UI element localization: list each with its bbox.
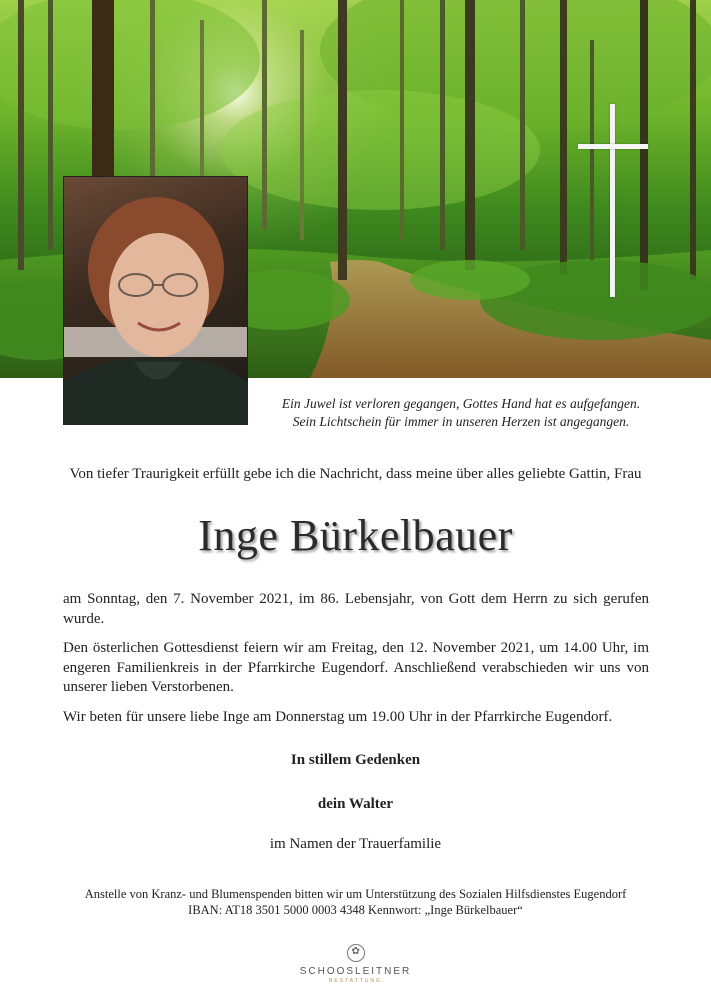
donation-notice [40, 886, 671, 918]
funeral-service-paragraph: Den österlichen Gottesdienst feiern wir am Freitag, den 12. November 2021, um 14.00 Uhr, im engeren Familienkreis in der Pfarrkirche Eugendorf. Anschließend verabschieden wir uns von unserer lieben Verstorbenen. [63, 640, 649, 695]
closing-remembrance: In stillem Gedenken [290, 752, 421, 768]
closing-family: im Namen der Trauerfamilie [269, 836, 442, 852]
funeral-home-logo [0, 944, 711, 984]
donation-notice-iban: IBAN: AT18 3501 5000 0003 4348 Kennwort: „Inge Bürkelbauer“ [188, 903, 523, 917]
memorial-quote [256, 395, 666, 431]
prayer-paragraph: Wir beten für unsere liebe Inge am Donnerstag um 19.00 Uhr in der Pfarrkirche Eugendorf. [63, 709, 613, 725]
announcement-intro: Von tiefer Traurigkeit erfüllt gebe ich die Nachricht, dass meine über alles geliebte Gattin, Frau [69, 466, 642, 482]
portrait-illustration [64, 177, 247, 424]
quote-line-1: Ein Juwel ist verloren gegangen, Gottes Hand hat es aufgefangen. [281, 396, 641, 411]
deceased-name: Inge Bürkelbauer [198, 511, 513, 560]
logo-subtitle: BESTATTUNG [329, 978, 382, 984]
rose-icon: ✿ [347, 944, 365, 962]
portrait-photo [63, 176, 248, 425]
logo-name: SCHOOSLEITNER [299, 966, 412, 977]
cross-icon-bar [578, 144, 648, 149]
quote-line-2: Sein Lichtschein für immer in unseren Herzen ist angegangen. [292, 414, 630, 429]
death-notice-paragraph: am Sonntag, den 7. November 2021, im 86. Lebensjahr, von Gott dem Herrn zu sich gerufen wurde. [63, 591, 649, 627]
cross-icon [610, 104, 615, 297]
donation-notice-line-1: Anstelle von Kranz- und Blumenspenden bitten wir um Unterstützung des Sozialen Hilfsdienstes Eugendorf [84, 887, 627, 901]
closing-signature: dein Walter [317, 796, 394, 812]
